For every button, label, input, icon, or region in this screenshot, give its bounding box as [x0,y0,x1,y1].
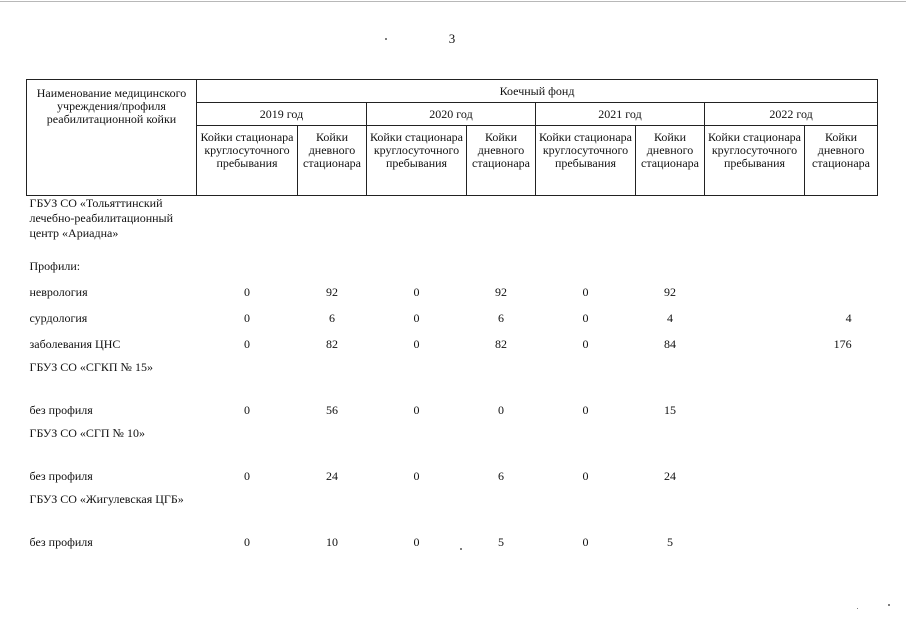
cell-value: 0 [244,310,250,325]
cell-value [197,492,298,535]
row-label: сурдология [29,310,88,325]
cell-value [298,196,367,259]
cell-value [705,469,805,492]
table-row [27,403,878,426]
cell-value: 4 [845,310,852,325]
cell-value: 84 [664,336,676,351]
cell-value [367,492,467,535]
cell-value [805,403,878,426]
cell-value: 176 [833,336,852,351]
cell-value [298,360,367,403]
table-body [27,196,878,557]
row-label: заболевания ЦНС [29,336,121,351]
row-label: без профиля [29,468,93,483]
day-hospital-beds-header: Койки дневного стационара [805,126,878,196]
year-header: 2021 год [536,103,705,126]
row-label: без профиля [29,402,93,417]
cell-value [705,403,805,426]
table-row [27,492,878,535]
cell-value: 0 [413,468,420,483]
round-the-clock-beds-header: Койки стационара круглосуточного пребывания [536,126,636,196]
table-row [27,337,878,360]
row-label: ГБУЗ СО «Жигулевская ЦГБ» [29,491,184,506]
cell-value: 0 [582,336,589,351]
cell-value [536,196,636,259]
year-header: 2022 год [705,103,878,126]
cell-value [367,426,467,469]
cell-value: 0 [413,402,420,417]
row-label: ГБУЗ СО «СГКП № 15» [29,359,153,374]
year-header: 2020 год [367,103,536,126]
scan-speck [888,604,890,606]
cell-value [705,360,805,403]
table-row [27,426,878,469]
cell-value [805,426,878,469]
page-top-border [0,1,906,2]
cell-value: 15 [664,402,676,417]
cell-value: 82 [495,336,507,351]
cell-value [705,311,805,337]
cell-value [636,196,705,259]
cell-value: 0 [582,310,589,325]
cell-value [705,535,805,557]
cell-value: 0 [244,468,250,483]
table-row [27,535,878,557]
cell-value: 0 [413,310,420,325]
cell-value: 4 [667,310,673,325]
cell-value [197,196,298,259]
cell-value [805,259,878,285]
cell-value: 24 [326,468,338,483]
cell-value [536,259,636,285]
row-label: неврология [29,284,88,299]
round-the-clock-beds-header: Койки стационара круглосуточного пребывания [197,126,298,196]
table-row [27,469,878,492]
cell-value [705,196,805,259]
row-label: без профиля [29,534,93,549]
cell-value: 24 [664,468,676,483]
cell-value [467,426,536,469]
table-row [27,311,878,337]
institution-name-header: Наименование медицинского учреждения/профиля реабилитационной койки [27,80,197,196]
day-hospital-beds-header: Койки дневного стационара [636,126,705,196]
cell-value [298,492,367,535]
row-label: ГБУЗ СО «СГП № 10» [29,425,145,440]
table-row [27,360,878,403]
cell-value: 0 [582,402,589,417]
cell-value: 6 [498,310,504,325]
cell-value [536,426,636,469]
cell-value: 0 [244,336,250,351]
cell-value [367,196,467,259]
row-label: Профили: [29,258,81,273]
round-the-clock-beds-header: Койки стационара круглосуточного пребывания [367,126,467,196]
scan-speck [857,608,858,609]
cell-value: 0 [582,534,589,549]
round-the-clock-beds-header: Койки стационара круглосуточного пребывания [705,126,805,196]
cell-value [197,360,298,403]
cell-value: 10 [326,534,338,549]
cell-value [536,492,636,535]
cell-value [367,360,467,403]
cell-value [805,535,878,557]
scan-speck [385,38,387,40]
cell-value: 0 [413,284,420,299]
cell-value [705,426,805,469]
cell-value [805,360,878,403]
day-hospital-beds-header: Койки дневного стационара [467,126,536,196]
cell-value: 0 [244,284,250,299]
cell-value [298,259,367,285]
bed-fund-table [26,79,878,557]
cell-value: 0 [498,402,504,417]
cell-value [467,259,536,285]
cell-value [705,285,805,311]
cell-value [636,492,705,535]
cell-value: 92 [326,284,338,299]
cell-value: 0 [582,468,589,483]
day-hospital-beds-header: Койки дневного стационара [298,126,367,196]
cell-value [467,196,536,259]
cell-value: 0 [413,534,420,549]
cell-value [805,196,878,259]
page-number: 3 [448,31,456,46]
cell-value [705,492,805,535]
cell-value [536,360,636,403]
cell-value [705,337,805,360]
cell-value [197,259,298,285]
cell-value [467,492,536,535]
cell-value [705,259,805,285]
cell-value: 5 [498,534,504,549]
cell-value: 92 [664,284,676,299]
cell-value: 0 [582,284,589,299]
cell-value: 0 [244,534,250,549]
cell-value [197,426,298,469]
cell-value [636,426,705,469]
cell-value: 6 [498,468,504,483]
cell-value [467,360,536,403]
cell-value: 6 [329,310,335,325]
cell-value [805,285,878,311]
cell-value: 92 [495,284,507,299]
table-row [27,285,878,311]
table-row [27,196,878,259]
cell-value: 82 [326,336,338,351]
cell-value: 5 [667,534,673,549]
cell-value: 0 [244,402,250,417]
cell-value: 56 [326,402,338,417]
year-header: 2019 год [197,103,367,126]
table-row [27,259,878,285]
cell-value: 0 [413,336,420,351]
cell-value [298,426,367,469]
cell-value [805,469,878,492]
cell-value [367,259,467,285]
bed-fund-header: Коечный фонд [197,80,878,103]
cell-value [636,360,705,403]
cell-value [636,259,705,285]
row-label: ГБУЗ СО «Тольяттинский лечебно-реабилитационный центр «Ариадна» [29,196,174,240]
cell-value [805,492,878,535]
